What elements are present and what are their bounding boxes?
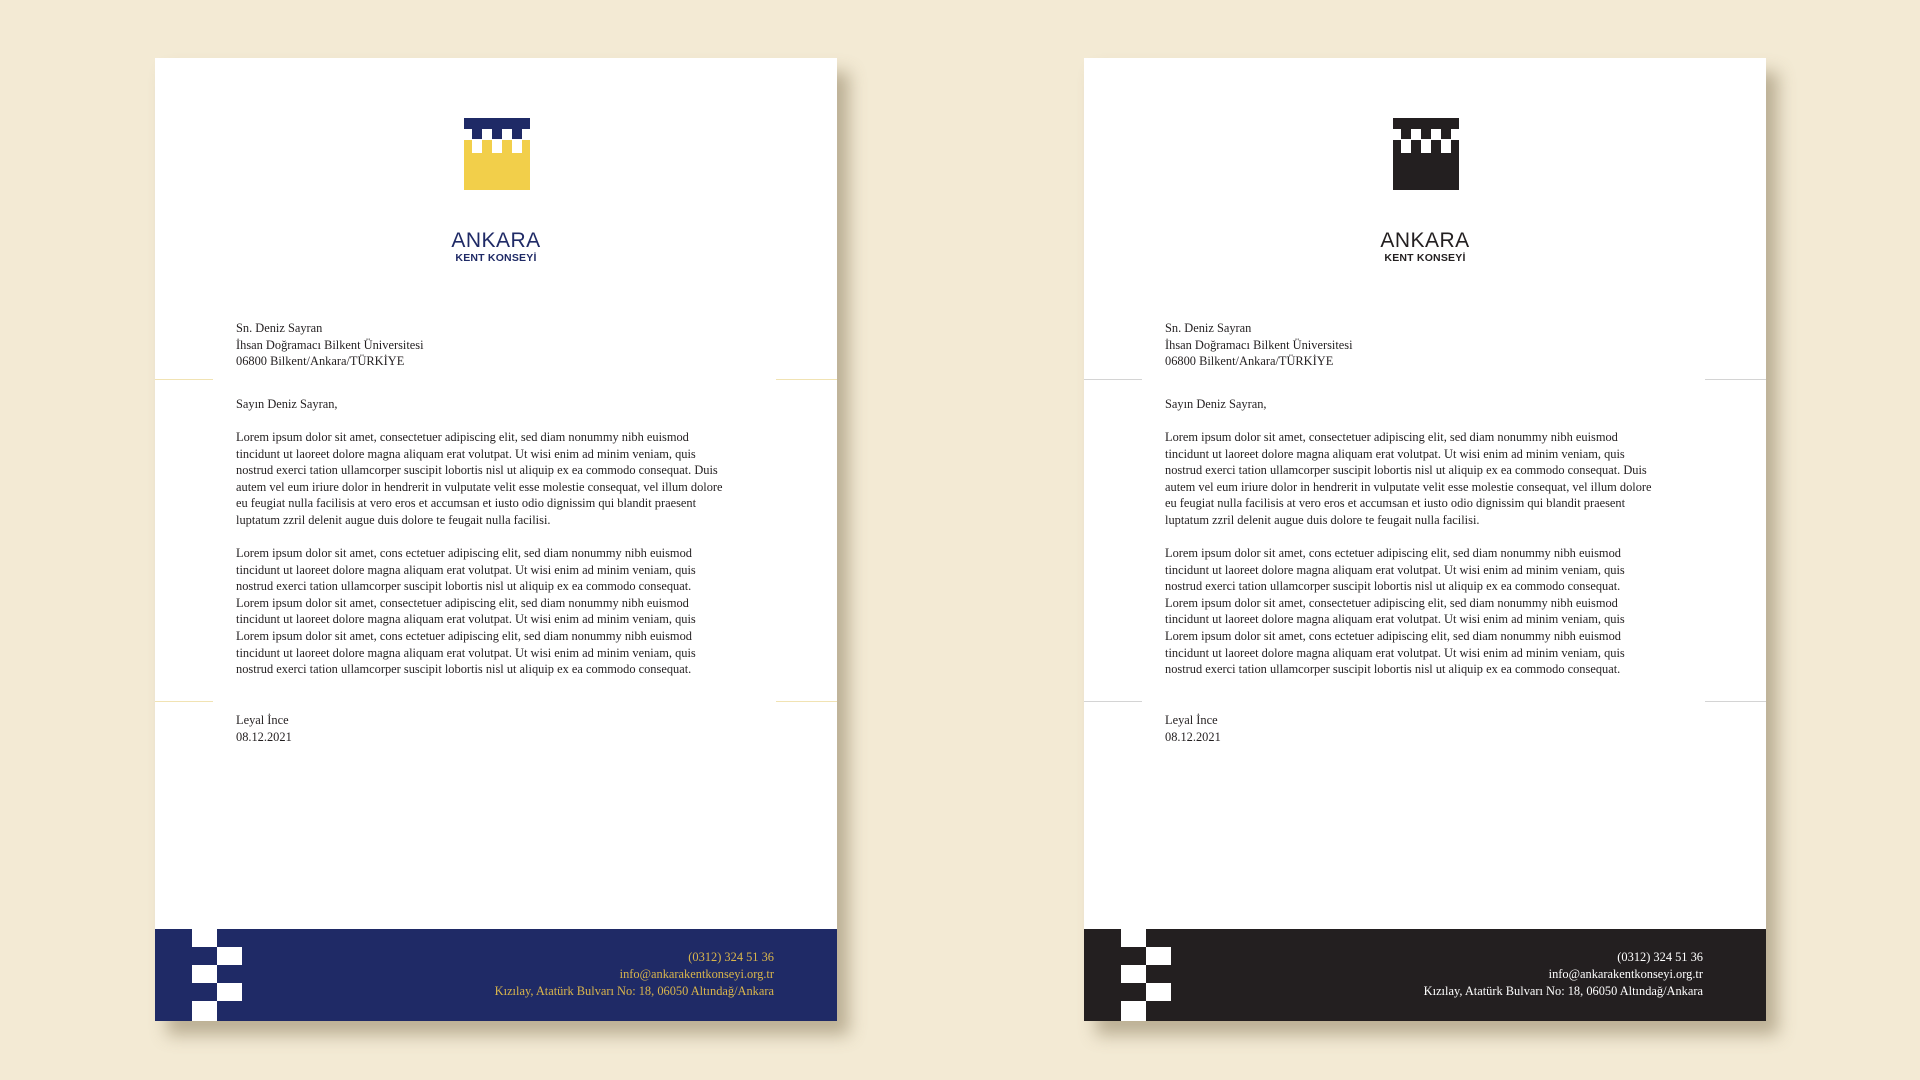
signature-block xyxy=(1165,712,1465,745)
paragraph-line: tincidunt ut laoreet dolore magna aliquam erat volutpat. Ut wisi enim ad minim veniam, quis xyxy=(236,562,696,577)
fold-mark xyxy=(155,701,213,702)
fold-mark xyxy=(776,701,837,702)
logo xyxy=(434,118,558,268)
salutation: Sayın Deniz Sayran, xyxy=(1165,397,1267,411)
salutation: Sayın Deniz Sayran, xyxy=(236,397,338,411)
tower-battlement-icon xyxy=(1121,929,1171,1021)
paragraph-line: tincidunt ut laoreet dolore magna aliquam erat volutpat. Ut wisi enim ad minim veniam, quis xyxy=(1165,612,1625,627)
paragraph-line: tincidunt ut laoreet dolore magna aliquam erat volutpat. Ut wisi enim ad minim veniam, quis xyxy=(236,645,696,660)
paragraph-line: Lorem ipsum dolor sit amet, consectetuer adipiscing elit, sed diam nonummy nibh euismod xyxy=(1165,595,1618,610)
paragraph-line: Lorem ipsum dolor sit amet, cons ectetuer adipiscing elit, sed diam nonummy nibh euismod xyxy=(1165,546,1621,560)
paragraph-line: Lorem ipsum dolor sit amet, consectetuer adipiscing elit, sed diam nonummy nibh euismod xyxy=(236,595,689,610)
paragraph-line: Lorem ipsum dolor sit amet, consectetuer adipiscing elit, sed diam nonummy nibh euismod xyxy=(236,430,689,444)
contact-phone: (0312) 324 51 36 xyxy=(688,950,774,964)
signature-name: Leyal İnce xyxy=(236,713,289,727)
recipient-block xyxy=(236,320,716,370)
paragraph-line: Lorem ipsum dolor sit amet, consectetuer adipiscing elit, sed diam nonummy nibh euismod xyxy=(1165,430,1618,444)
paragraph-line: nostrud exerci tation ullamcorper suscipit lobortis nisl ut aliquip ex ea commodo consequat. xyxy=(1165,662,1621,677)
paragraph-line: eu feugiat nulla facilisis at vero eros et accumsan et iusto odio dignissim qui blandit praesent xyxy=(1165,496,1626,511)
contact-address: Kızılay, Atatürk Bulvarı No: 18, 06050 Altındağ/Ankara xyxy=(494,983,774,998)
tower-battlement-icon xyxy=(192,929,242,1021)
fold-mark xyxy=(1705,379,1766,380)
paragraph-line: autem vel eum iriure dolor in hendrerit in vulputate velit esse molestie consequat, vel illum dolore xyxy=(1165,479,1652,494)
paragraph-line: tincidunt ut laoreet dolore magna aliquam erat volutpat. Ut wisi enim ad minim veniam, quis xyxy=(236,612,696,627)
paragraph-line: Lorem ipsum dolor sit amet, cons ectetuer adipiscing elit, sed diam nonummy nibh euismod xyxy=(236,628,692,643)
paragraph-line: tincidunt ut laoreet dolore magna aliquam erat volutpat. Ut wisi enim ad minim veniam, quis xyxy=(1165,446,1625,461)
signature-date: 08.12.2021 xyxy=(236,729,292,744)
paragraph-line: tincidunt ut laoreet dolore magna aliquam erat volutpat. Ut wisi enim ad minim veniam, quis xyxy=(1165,562,1625,577)
footer-band xyxy=(155,929,837,1021)
contact-info xyxy=(495,949,774,999)
paragraph-line: Lorem ipsum dolor sit amet, cons ectetuer adipiscing elit, sed diam nonummy nibh euismod xyxy=(1165,628,1621,643)
paragraph-line: nostrud exerci tation ullamcorper suscipit lobortis nisl ut aliquip ex ea commodo consequat. xyxy=(236,579,692,594)
contact-phone: (0312) 324 51 36 xyxy=(1617,950,1703,964)
logo-subtitle: KENT KONSEYİ xyxy=(1384,252,1466,264)
recipient-institution: İhsan Doğramacı Bilkent Üniversitesi xyxy=(1165,337,1353,352)
ankara-castle-tower-icon xyxy=(1393,118,1459,190)
fold-mark xyxy=(776,379,837,380)
fold-mark xyxy=(1705,701,1766,702)
logo-title: ANKARA xyxy=(451,229,541,252)
ankara-castle-tower-icon xyxy=(464,118,530,190)
footer-band xyxy=(1084,929,1766,1021)
paragraph-line: nostrud exerci tation ullamcorper suscipit lobortis nisl ut aliquip ex ea commodo consequat. xyxy=(236,662,692,677)
contact-email: info@ankarakentkonseyi.org.tr xyxy=(619,966,774,981)
recipient-institution: İhsan Doğramacı Bilkent Üniversitesi xyxy=(236,337,424,352)
paragraph-line: nostrud exerci tation ullamcorper suscipit lobortis nisl ut aliquip ex ea commodo consequat. xyxy=(1165,579,1621,594)
recipient-name: Sn. Deniz Sayran xyxy=(1165,321,1252,335)
signature-name: Leyal İnce xyxy=(1165,713,1218,727)
paragraph-line: autem vel eum iriure dolor in hendrerit in vulputate velit esse molestie consequat, vel illum dolore xyxy=(236,479,723,494)
body-paragraph-1 xyxy=(1165,429,1697,529)
fold-mark xyxy=(155,379,213,380)
letterhead-mono xyxy=(1084,58,1766,1021)
body-paragraph-2 xyxy=(1165,545,1697,678)
fold-mark xyxy=(1084,379,1142,380)
paragraph-line: tincidunt ut laoreet dolore magna aliquam erat volutpat. Ut wisi enim ad minim veniam, quis xyxy=(1165,645,1625,660)
recipient-block xyxy=(1165,320,1645,370)
contact-address: Kızılay, Atatürk Bulvarı No: 18, 06050 Altındağ/Ankara xyxy=(1423,983,1703,998)
paragraph-line: eu feugiat nulla facilisis at vero eros et accumsan et iusto odio dignissim qui blandit praesent xyxy=(236,496,697,511)
signature-date: 08.12.2021 xyxy=(1165,729,1221,744)
contact-info xyxy=(1424,949,1703,999)
recipient-address: 06800 Bilkent/Ankara/TÜRKİYE xyxy=(236,354,405,369)
letterhead-color xyxy=(155,58,837,1021)
logo-subtitle: KENT KONSEYİ xyxy=(455,252,537,264)
recipient-name: Sn. Deniz Sayran xyxy=(236,321,323,335)
paragraph-line: tincidunt ut laoreet dolore magna aliquam erat volutpat. Ut wisi enim ad minim veniam, quis xyxy=(236,446,696,461)
logo-title: ANKARA xyxy=(1380,229,1470,252)
paragraph-line: nostrud exerci tation ullamcorper suscipit lobortis nisl ut aliquip ex ea commodo consequat. Duis xyxy=(236,463,718,478)
paragraph-line: luptatum zzril delenit augue duis dolore te feugait nulla facilisi. xyxy=(236,512,551,527)
recipient-address: 06800 Bilkent/Ankara/TÜRKİYE xyxy=(1165,354,1334,369)
paragraph-line: luptatum zzril delenit augue duis dolore te feugait nulla facilisi. xyxy=(1165,512,1480,527)
body-paragraph-2 xyxy=(236,545,768,678)
body-paragraph-1 xyxy=(236,429,768,529)
paragraph-line: nostrud exerci tation ullamcorper suscipit lobortis nisl ut aliquip ex ea commodo consequat. Duis xyxy=(1165,463,1647,478)
paragraph-line: Lorem ipsum dolor sit amet, cons ectetuer adipiscing elit, sed diam nonummy nibh euismod xyxy=(236,546,692,560)
contact-email: info@ankarakentkonseyi.org.tr xyxy=(1548,966,1703,981)
fold-mark xyxy=(1084,701,1142,702)
signature-block xyxy=(236,712,536,745)
logo xyxy=(1363,118,1487,268)
